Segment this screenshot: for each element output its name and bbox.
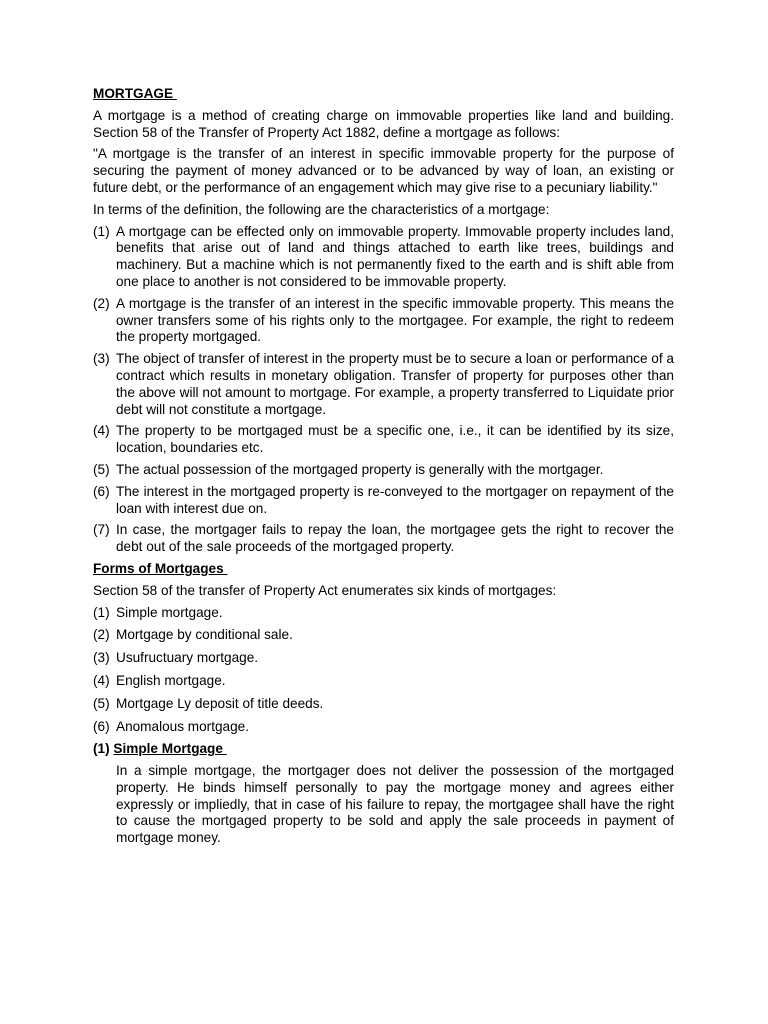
item-text: Mortgage by conditional sale. — [116, 627, 293, 643]
forms-list — [93, 605, 674, 736]
characteristics-list — [93, 224, 674, 556]
item-number: (7) — [93, 522, 110, 538]
item-number: (6) — [93, 483, 110, 499]
definition-quote: "A mortgage is the transfer of an interest in specific immovable property for the purpose of securing the payment of money advanced or to be advanced by way of loan, an existing or future debt, or the performance of an engagement which may give rise to a pecuniary liability." — [93, 146, 674, 195]
section-title: Simple Mortgage — [113, 741, 227, 757]
list-item — [93, 224, 674, 291]
list-item — [93, 627, 674, 644]
list-item — [93, 673, 674, 690]
item-number: (4) — [93, 423, 110, 439]
item-text: Simple mortgage. — [116, 604, 223, 620]
item-text: A mortgage is the transfer of an interest in the specific immovable property. This means the owner transfers some of his rights only to the mortgagee. For example, the right to redeem the property mortgaged. — [116, 295, 674, 345]
characteristics-intro: In terms of the definition, the following are the characteristics of a mortgage: — [93, 201, 550, 217]
document-page — [93, 86, 674, 847]
item-text: In case, the mortgager fails to repay the loan, the mortgagee gets the right to recover the debt out of the sale proceeds of the mortgaged property. — [116, 522, 674, 555]
list-item — [93, 423, 674, 457]
forms-heading: Forms of Mortgages — [93, 560, 228, 576]
item-number: (1) — [93, 223, 110, 239]
intro-paragraph: A mortgage is a method of creating charge on immovable properties like land and building. Section 58 of the Transfer of Property Act 1882, define a mortgage as follows: — [93, 107, 674, 140]
forms-intro: Section 58 of the transfer of Property Act enumerates six kinds of mortgages: — [93, 582, 557, 598]
list-item — [93, 650, 674, 667]
item-number: (6) — [93, 718, 110, 734]
item-number: (2) — [93, 295, 110, 311]
item-number: (5) — [93, 461, 110, 477]
item-text: Usufructuary mortgage. — [116, 650, 259, 666]
item-text: The actual possession of the mortgaged property is generally with the mortgager. — [116, 461, 604, 477]
list-item — [93, 351, 674, 418]
list-item — [93, 605, 674, 622]
item-text: English mortgage. — [116, 672, 226, 688]
section-number: (1) — [93, 741, 110, 757]
list-item — [93, 696, 674, 713]
item-text: Mortgage Ly deposit of title deeds. — [116, 695, 324, 711]
item-number: (3) — [93, 650, 110, 666]
page-title: MORTGAGE — [93, 86, 177, 101]
item-number: (2) — [93, 627, 110, 643]
simple-mortgage-heading — [93, 741, 674, 758]
item-text: Anomalous mortgage. — [116, 718, 249, 734]
item-text: A mortgage can be effected only on immovable property. Immovable property includes land, benefits that arise out of land and things attached to earth like trees, buildings and machinery. But a machine which is not permanently fixed to the earth and is shift able from one place to another is not considered to be immovable property. — [116, 223, 674, 289]
item-number: (1) — [93, 604, 110, 620]
item-text: The object of transfer of interest in the property must be to secure a loan or performance of a contract which results in monetary obligation. Transfer of property for purposes other than the above will not amount to mortgage. For example, a property transferred to Liquidate prior debt will not constitute a mortgage. — [116, 351, 674, 417]
list-item — [93, 484, 674, 518]
list-item — [93, 462, 674, 479]
item-number: (3) — [93, 351, 110, 367]
list-item — [93, 719, 674, 736]
list-item — [93, 296, 674, 346]
item-number: (5) — [93, 695, 110, 711]
simple-mortgage-paragraph: In a simple mortgage, the mortgager does not deliver the possession of the mortgaged property. He binds himself personally to pay the mortgage money and agrees either expressly or impliedly, that in case of his failure to repay, the mortgagee shall have the right to cause the mortgaged property to be sold and apply the sale proceeds in payment of mortgage money. — [116, 763, 674, 846]
list-item — [93, 522, 674, 556]
item-text: The interest in the mortgaged property is re-conveyed to the mortgager on repayment of the loan with interest due on. — [116, 483, 674, 516]
item-number: (4) — [93, 672, 110, 688]
item-text: The property to be mortgaged must be a specific one, i.e., it can be identified by its size, location, boundaries etc. — [116, 423, 674, 456]
